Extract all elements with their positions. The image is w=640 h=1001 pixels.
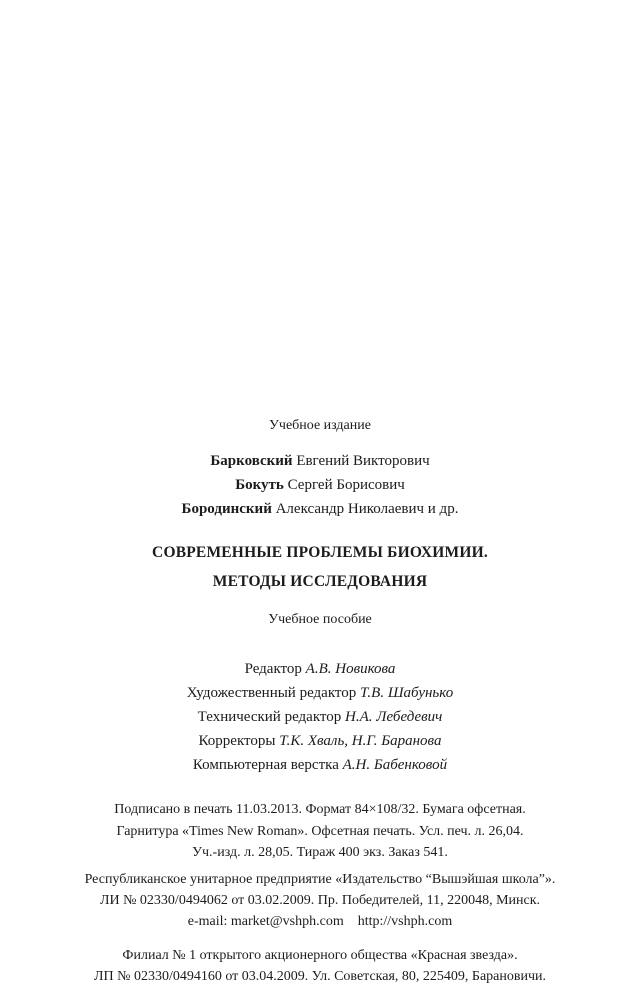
- author-surname: Барковский: [210, 453, 293, 469]
- staff-name: Т.К. Хваль, Н.Г. Баранова: [279, 733, 442, 749]
- book-title: [0, 538, 640, 596]
- book-title-line: СОВРЕМЕННЫЕ ПРОБЛЕМЫ БИОХИМИИ.: [152, 544, 488, 561]
- author-line: [0, 497, 640, 521]
- staff-role: Корректоры: [198, 733, 280, 749]
- book-title-line: МЕТОДЫ ИССЛЕДОВАНИЯ: [212, 573, 428, 590]
- branch-license-line: ЛП № 02330/0494160 от 03.04.2009. Ул. Советская, 80, 225409, Барановичи.: [93, 969, 547, 984]
- publisher-line: Республиканское унитарное предприятие «Издательство “Вышэйшая школа”».: [84, 871, 556, 887]
- staff-name: Т.В. Шабунько: [360, 685, 454, 701]
- staff-block: [0, 657, 640, 777]
- staff-name: А.В. Новикова: [305, 661, 396, 677]
- staff-line: [0, 681, 640, 705]
- staff-role: Технический редактор: [197, 709, 346, 725]
- staff-role: Художественный редактор: [186, 685, 361, 701]
- book-subtitle: Учебное пособие: [268, 612, 372, 627]
- author-given-names: Евгений Викторович: [292, 453, 430, 469]
- publisher-contact-line: e-mail: market@vshph.com http://vshph.com: [187, 913, 453, 929]
- staff-line: [0, 657, 640, 681]
- publisher-block: [0, 869, 640, 932]
- edition-note: Учебное издание: [269, 418, 371, 433]
- branch-block: [0, 945, 640, 988]
- staff-line: [0, 705, 640, 729]
- staff-role: Редактор: [244, 661, 306, 677]
- staff-name: А.Н. Бабенковой: [342, 757, 448, 773]
- author-line: [0, 449, 640, 473]
- print-info-line: Подписано в печать 11.03.2013. Формат 84×108/32. Бумага офсетная.: [114, 802, 526, 817]
- print-info-line: Гарнитура «Times New Roman». Офсетная печать. Усл. печ. л. 26,04.: [116, 823, 524, 839]
- staff-role: Компьютерная верстка: [192, 757, 343, 773]
- staff-name: Н.А. Лебедевич: [345, 709, 443, 725]
- print-info-line: Уч.-изд. л. 28,05. Тираж 400 экз. Заказ 541.: [192, 845, 448, 860]
- print-info-block: [0, 799, 640, 864]
- author-given-names: Сергей Борисович: [283, 477, 405, 493]
- publisher-license-line: ЛИ № 02330/0494062 от 03.02.2009. Пр. Победителей, 11, 220048, Минск.: [99, 892, 541, 908]
- staff-line: [0, 729, 640, 753]
- authors-block: [0, 449, 640, 521]
- staff-line: [0, 753, 640, 777]
- branch-line: Филиал № 1 открытого акционерного общества «Красная звезда».: [122, 947, 518, 963]
- author-surname: Бокуть: [235, 477, 284, 493]
- author-line: [0, 473, 640, 497]
- author-surname: Бородинский: [181, 501, 272, 517]
- author-given-names: Александр Николаевич и др.: [271, 501, 459, 517]
